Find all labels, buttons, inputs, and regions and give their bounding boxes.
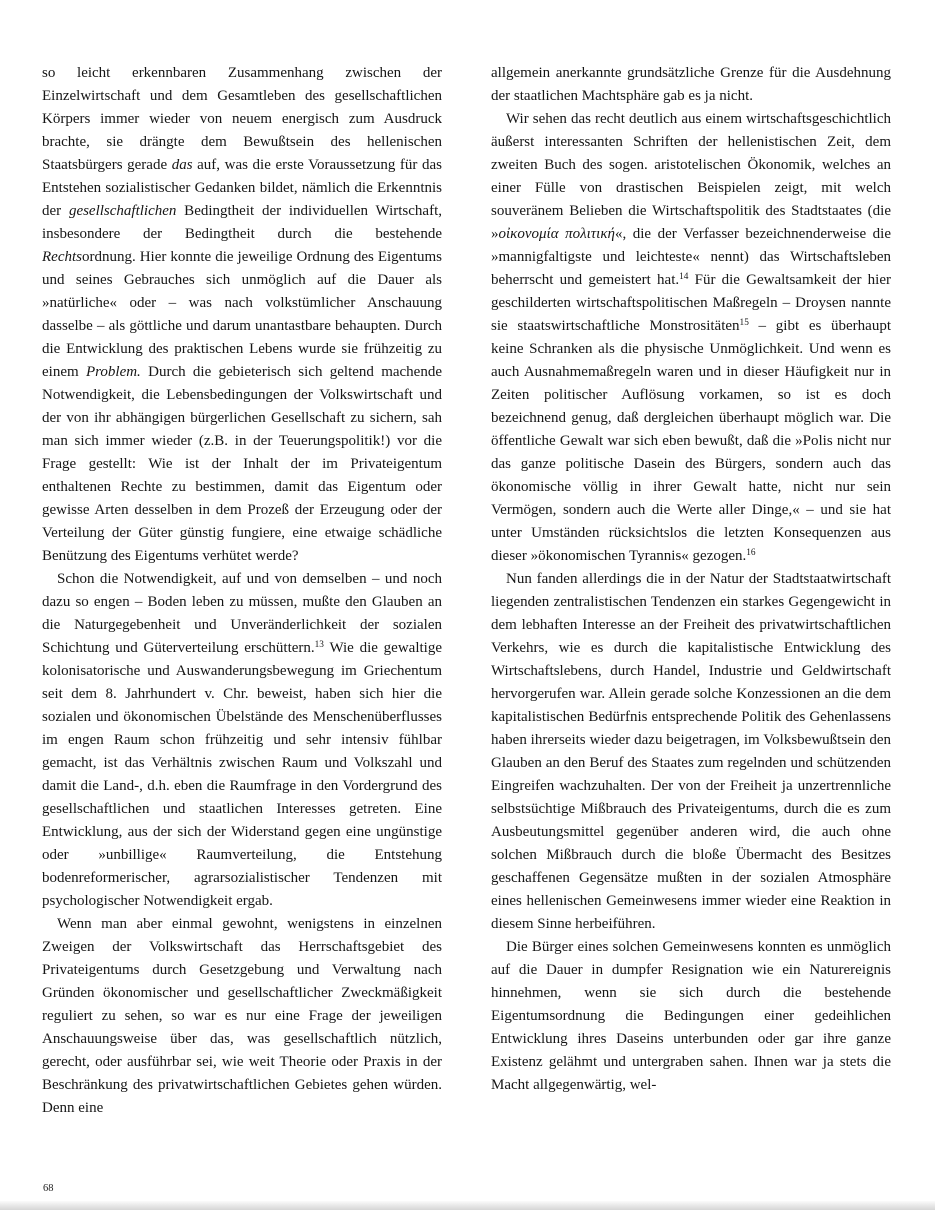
text-run: «, die der Verfasser bezeichnenderweise die »mannigfaltigste und leichteste« nennt) das Wirtschaftsleben beherrscht und gemeistert hat. [491,226,891,288]
text-run: Nun fanden allerdings die in der Natur der Stadtstaatwirtschaft liegenden zentralistischen Tendenzen ein starkes Gegengewicht in dem lebhaften Interesse an der Freiheit des privatwirtschaftlichen Verkehrs, wie es durch die kapitalistische Entwicklung des Wirtschaftslebens, durch Handel, Industrie und Geldwirtschaft hervorgerufen war. Allein gerade solche Konzessionen an die dem kapitalistischen Bedürfnis entsprechende Politik des Gehenlassens haben ihrerseits wieder dazu beigetragen, im Volksbewußtsein den Glauben an den Beruf des Staates zum regelnden und schützenden Eingreifen wachzuhalten. Der von der Freiheit ja unzertrennliche selbstsüchtige Mißbrauch des Privateigentums, durch die es zum Ausbeutungsmittel gegenüber anderen wird, die auch ohne solchen Mißbrauch durch die bloße Übermacht des Besitzes geschaffenen Gegensätze mußten in der sozialen Atmosphäre eines hellenischen Gemeinwesens immer wieder eine Reaktion in diesem Sinne herbeiführen. [491,571,891,932]
footnote-marker: 16 [746,548,756,559]
text-run: Für die Gewaltsamkeit der hier geschilderten wirtschaftspolitischen Maßregeln – Droysen nannte sie staatswirtschaftliche Monstrositäten [491,272,891,334]
text-run: Problem. [85,364,141,380]
paragraph [42,62,442,568]
footnote-marker: 14 [679,272,689,283]
text-run: Die Bürger eines solchen Gemeinwesens konnten es unmöglich auf die Dauer in dumpfer Resignation wie ein Naturereignis hinnehmen, wenn sie sich durch die bestehende Eigentumsordnung die Bedingungen einer gedeihlichen Entwicklung ihres Daseins unterbunden oder gar ihre ganze Existenz gelähmt und untergraben sahen. Ihnen war ja stets die Macht allgegenwärtig, wel- [491,939,891,1093]
text-run: auf, was die erste Voraussetzung für das Entstehen sozialistischer Gedanken bildet, nämlich die Erkenntnis der [42,157,442,219]
footnote-marker: 15 [739,318,749,329]
text-run: ordnung. Hier konnte die jeweilige Ordnung des Eigentums und seines Gebrauches sich unmöglich auf die Dauer als »natürliche« oder – was nach volkstümlicher Anschauung dasselbe – als göttliche und darum unantastbare behaupten. Durch die Entwicklung des praktischen Lebens wurde sie frühzeitig zu einem [42,249,442,380]
footnote-marker: 13 [314,640,324,651]
text-run: gesellschaftlichen [68,203,177,219]
paragraph [42,913,442,1120]
text-run: Wenn man aber einmal gewohnt, wenigstens in einzelnen Zweigen der Volkswirtschaft das Herrschaftsgebiet des Privateigentums durch Gesetzgebung und Verwaltung nach Gründen ökonomischer und gesellschaftlicher Zweckmäßigkeit reguliert zu sehen, so war es nur eine Frage der jeweiligen Anschauungsweise über das, was gesellschaftlich nützlich, gerecht, oder ausführbar sei, wie weit Theorie oder Praxis in der Beschränkung des privatwirtschaftlichen Gebietes gehen würden. Denn eine [42,916,442,1116]
text-run: Rechts [42,249,82,265]
text-run: Wir sehen das recht deutlich aus einem wirtschaftsgeschichtlich äußerst interessanten Schriften der hellenistischen Zeit, dem zweiten Buch des sogen. aristotelischen Ökonomik, welches an einer Fülle von drastischen Beispielen zeigt, mit welch souveränem Belieben die Wirtschaftspolitik des Stadtstaates (die » [491,111,891,242]
text-run: οἰκονομία πολιτική [498,226,615,242]
text-run: so leicht erkennbaren Zusammenhang zwischen der Einzelwirtschaft und dem Gesamtleben des gesellschaftlichen Körpers immer wieder von neuem energisch zum Ausdruck brachte, sie drängte dem Bewußtsein des hellenischen Staatsbürgers gerade [42,65,442,173]
paragraph [491,62,891,108]
paragraph [491,568,891,936]
text-run: Schon die Notwendigkeit, auf und von demselben – und noch dazu so engen – Boden leben zu müssen, mußte den Glauben an die Naturgegebenheit und Unveränderlichkeit der sozialen Schichtung und Güterverteilung erschüttern. [42,571,442,656]
text-run: Bedingtheit der individuellen Wirtschaft, insbesondere der Bedingtheit durch die bestehende [42,203,442,242]
paragraph [42,568,442,913]
page-number: 68 [43,1182,54,1194]
paragraph [491,108,891,568]
paragraph [491,936,891,1097]
text-columns [42,62,893,1120]
text-run: Durch die gebieterisch sich geltend machende Notwendigkeit, die Lebensbedingungen der Volkswirtschaft und der von ihr abhängigen bürgerlichen Gesellschaft zu sichern, sah man sich immer wieder (z.B. in der Teuerungspolitik!) vor die Frage gestellt: Wie ist der Inhalt der im Privateigentum enthaltenen Rechte zu bestimmen, damit das Eigentum oder gewisse Arten desselben in dem Prozeß der Erzeugung oder der Verteilung der Güter günstig fungiere, eine etwaige schädliche Benützung des Eigentums verhütet werde? [42,364,442,564]
text-run: – gibt es überhaupt keine Schranken als die physische Unmöglichkeit. Und wenn es auch Ausnahmemaßregeln waren und in dieser Häufigkeit nur in Zeiten politischer Auflösung vorkamen, so ist es doch bezeichnend genug, daß dergleichen überhaupt möglich war. Die öffentliche Gewalt war sich eben bewußt, daß die »Polis nicht nur das ganze politische Dasein des Bürgers, sondern auch das ökonomische völlig in ihrer Gewalt hatte, nicht nur sein Vermögen, sondern auch die Werte aller Dinge,« – und sie hat unter Umständen rücksichtslos die letzten Konsequenzen aus dieser »ökonomischen Tyrannis« gezogen. [491,318,892,564]
left-column [42,62,442,1120]
text-run: allgemein anerkannte grundsätzliche Grenze für die Ausdehnung der staatlichen Machtsphäre gab es ja nicht. [491,65,891,104]
right-column [491,62,891,1120]
page-bottom-edge [0,1201,935,1210]
text-run: Wie die gewaltige kolonisatorische und Auswanderungsbewegung im Griechentum seit dem 8. Jahrhundert v. Chr. beweist, haben sich hier die sozialen und ökonomischen Übelstände des Menschenüberflusses im engen Raum schon frühzeitig und sehr intensiv fühlbar gemacht, ist das Verhältnis zwischen Raum und Volkszahl und damit die Land-, d.h. eben die Raumfrage in den Vordergrund des gesellschaftlichen und staatlichen Interesses getreten. Eine Entwicklung, aus der sich der Widerstand gegen eine ungünstige oder »unbillige« Raumverteilung, die Entstehung bodenreformerischer, agrarsozialistischer Tendenzen mit psychologischer Notwendigkeit ergab. [42,640,442,909]
text-run: das [171,157,193,173]
